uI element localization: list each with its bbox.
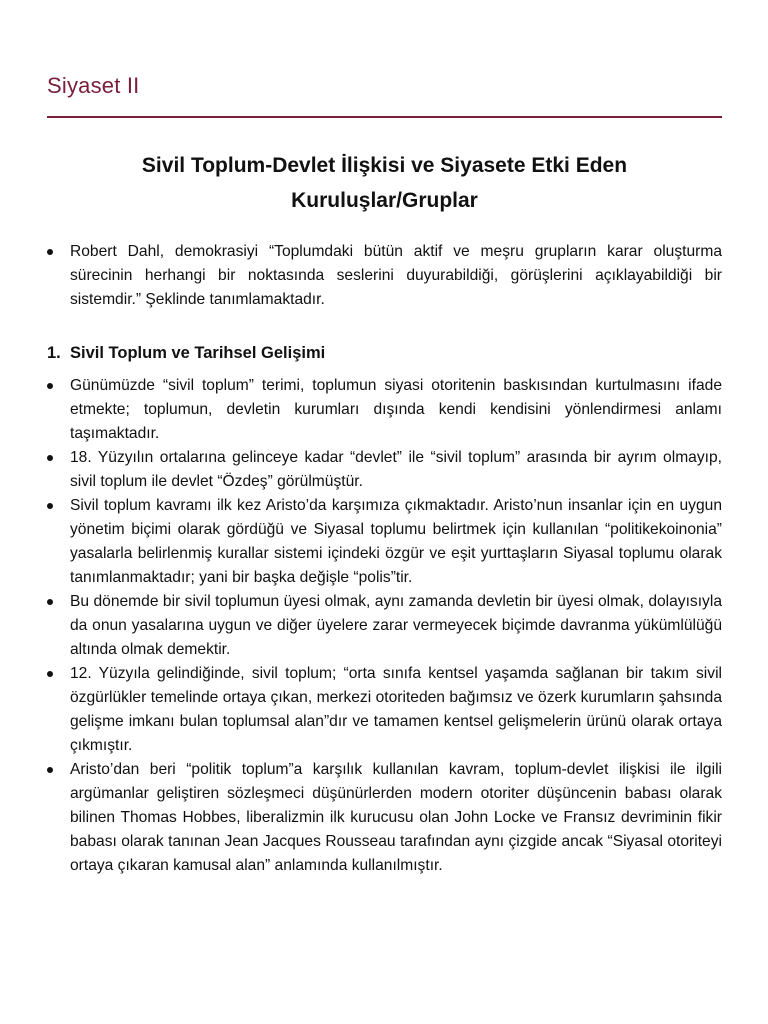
bullet-icon (47, 767, 53, 773)
bullet-text: Robert Dahl, demokrasiyi “Toplumdaki bütün aktif ve meşru grupların karar oluşturma sürecinin herhangi bir noktasında seslerini duyurabildiği, görüşlerini açıklayabildiği bir sistemdir.” Şeklinde tanımlamaktadır. (70, 243, 722, 308)
list-item (47, 240, 722, 312)
header-divider (47, 116, 722, 118)
list-item (47, 494, 722, 590)
bullet-icon (47, 503, 53, 509)
intro-bullet-list (47, 240, 722, 312)
bullet-icon (47, 455, 53, 461)
section-title: Sivil Toplum ve Tarihsel Gelişimi (70, 344, 326, 362)
bullet-text: Günümüzde “sivil toplum” terimi, toplumun siyasi otoritenin baskısından kurtulmasını ifade etmekte; toplumun, devletin kurumları dışında kendi kendisini yönlendirmesi anlamı taşımaktadır. (70, 377, 722, 442)
list-item (47, 590, 722, 662)
list-item (47, 758, 722, 878)
document-title (47, 148, 722, 218)
bullet-text: 12. Yüzyıla gelindiğinde, sivil toplum; “orta sınıfa kentsel yaşamda sağlanan bir takım sivil özgürlükler temelinde ortaya çıkan, merkezi otoriteden bağımsız ve özerk kurumların şahsında gelişme imkanı bulan toplumsal alan”dır ve tamamen kentsel gelişmelerin ürünü olarak ortaya çıkmıştır. (70, 665, 722, 754)
section-bullet-list (47, 374, 722, 878)
bullet-text: Aristo’dan beri “politik toplum”a karşılık kullanılan kavram, toplum-devlet ilişkisi ile ilgili argümanlar geliştiren sözleşmeci düşünürlerden modern otoriter düşüncenin babası olarak bilinen Thomas Hobbes, liberalizmin ilk kurucusu olan John Locke ve Fransız devriminin fikir babası olarak tanınan Jean Jacques Rousseau tarafından aynı çizgide ancak “Siyasal otoriteyi ortaya çıkaran kamusal alan” anlamında kullanılmıştır. (70, 761, 722, 874)
header-title: Siyaset II (47, 73, 140, 98)
list-item (47, 374, 722, 446)
list-item (47, 662, 722, 758)
document-title-line-2: Kuruluşlar/Gruplar (291, 189, 478, 212)
section-number: 1. (47, 344, 61, 362)
list-item (47, 446, 722, 494)
bullet-icon (47, 383, 53, 389)
bullet-icon (47, 671, 53, 677)
bullet-icon (47, 249, 53, 255)
bullet-icon (47, 599, 53, 605)
bullet-text: Sivil toplum kavramı ilk kez Aristo’da karşımıza çıkmaktadır. Aristo’nun insanlar için en uygun yönetim biçimi olarak gördüğü ve Siyasal toplumu belirtmek için kullanılan “politikekoinonia” yasalarla belirlenmiş kurallar sistemi içindeki özgür ve eşit yurttaşların Siyasal toplumu olarak tanımlanmaktadır; yani bir başka değişle “polis”tir. (70, 497, 722, 586)
document-title-line-1: Sivil Toplum-Devlet İlişkisi ve Siyasete Etki Eden (141, 154, 628, 177)
bullet-text: Bu dönemde bir sivil toplumun üyesi olmak, aynı zamanda devletin bir üyesi olmak, dolayısıyla da onun yasalarına uygun ve diğer üyelere zarar vermeyecek biçimde davranma yükümlülüğü altında olmak demektir. (70, 593, 722, 658)
bullet-text: 18. Yüzyılın ortalarına gelinceye kadar “devlet” ile “sivil toplum” arasında bir ayrım olmayıp, sivil toplum ile devlet “Özdeş” görülmüştür. (70, 449, 722, 490)
section-heading (47, 341, 722, 365)
